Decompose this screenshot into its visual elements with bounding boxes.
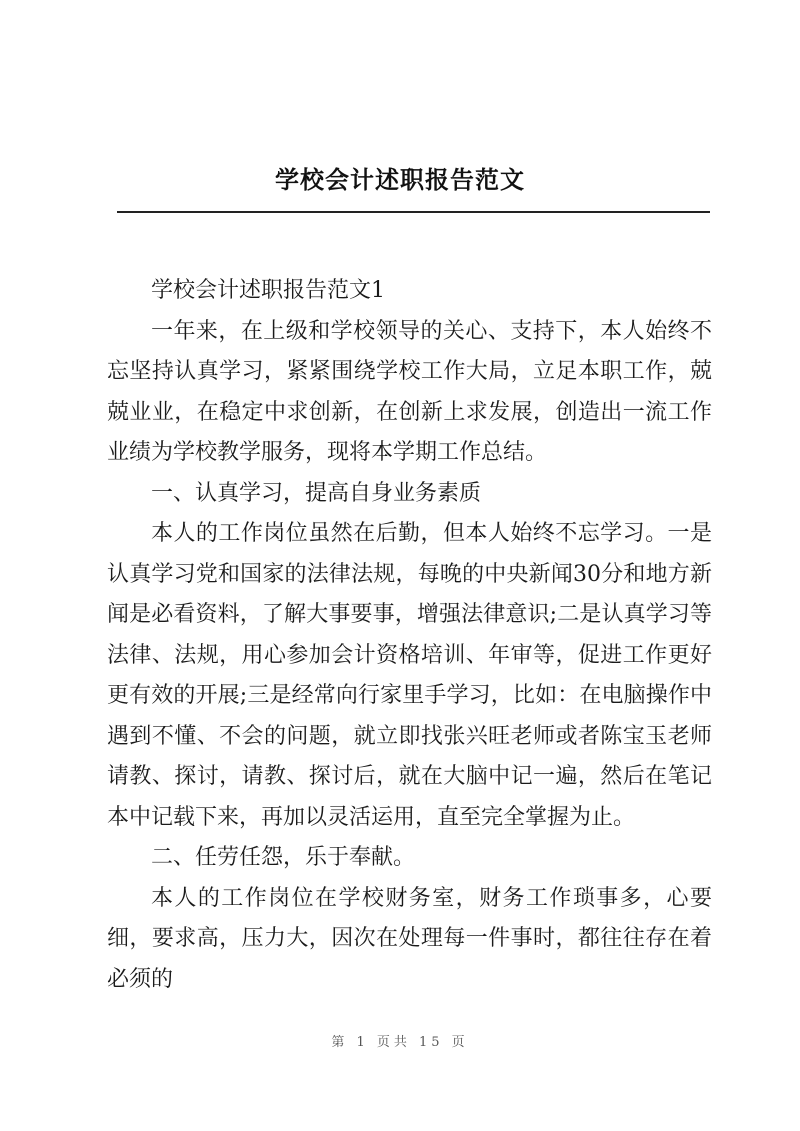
body-paragraph: 本人的工作岗位虽然在后勤，但本人始终不忘学习。一是认真学习党和国家的法律法规，每晚的中央新闻30分和地方新闻是必看资料，了解大事要事，增强法律意识;二是认真学习等法律、法规，用心参加会计资格培训、年审等，促进工作更好更有效的开展;三是经常向行家里手学习，比如：在电脑操作中遇到不懂、不会的问题，就立即找张兴旺老师或者陈宝玉老师请教、探讨，请教、探讨后，就在大脑中记一遍，然后在笔记本中记载下来，再加以灵活运用，直至完全掌握为止。 <box>107 521 712 830</box>
body-paragraph: 本人的工作岗位在学校财务室，财务工作琐事多，心要细，要求高，压力大，因次在处理每一件事时，都往往存在着必须的 <box>107 885 712 992</box>
body-paragraph: 一年来，在上级和学校领导的关心、支持下，本人始终不忘坚持认真学习，紧紧围绕学校工作大局，立足本职工作，兢兢业业，在稳定中求创新，在创新上求发展，创造出一流工作业绩为学校教学服务，现将本学期工作总结。 <box>107 318 712 465</box>
document-body <box>107 271 712 1000</box>
section-heading: 学校会计述职报告范文1 <box>151 278 385 303</box>
document-title: 学校会计述职报告范文 <box>275 165 525 194</box>
title-divider <box>117 211 710 213</box>
section-heading: 一、认真学习，提高自身业务素质 <box>151 480 482 506</box>
section-heading: 二、任劳任怨，乐于奉献。 <box>151 845 416 870</box>
page-number: 第 1 页共 15 页 <box>331 1035 469 1050</box>
